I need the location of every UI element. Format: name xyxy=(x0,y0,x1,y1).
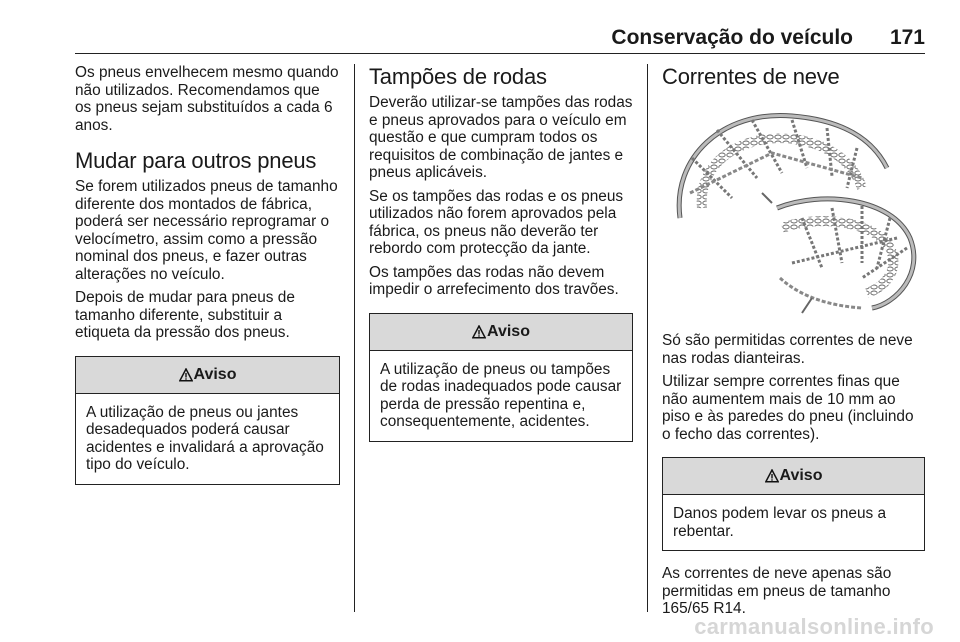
page-title: Conservação do veículo xyxy=(611,26,853,49)
section-heading: Tampões de rodas xyxy=(369,64,547,89)
header-rule xyxy=(75,53,925,54)
paragraph: Os pneus envelhecem mesmo quando não utilizados. Recomendamos que os pneus sejam substituídos a cada 6 anos. xyxy=(75,64,339,134)
warning-text: A utilização de pneus ou jantes desadequados poderá causar acidentes e invalidará a aprovação tipo do veículo. xyxy=(86,403,324,473)
warning-label: Aviso xyxy=(779,467,823,484)
column-1 xyxy=(75,64,340,499)
page-number: 171 xyxy=(889,26,925,49)
section-heading: Correntes de neve xyxy=(662,64,840,89)
column-2 xyxy=(369,64,633,456)
warning-label: Aviso xyxy=(487,322,530,340)
warning-triangle-icon xyxy=(472,325,486,339)
page-header xyxy=(75,26,925,52)
warning-box xyxy=(369,313,633,442)
paragraph: As correntes de neve apenas são permitidas em pneus de tamanho 165/65 R14. xyxy=(662,565,892,617)
warning-header xyxy=(370,314,632,351)
warning-text: A utilização de pneus ou tampões de rodas inadequados pode causar perda de pressão repentina e, consequentemente, acidentes. xyxy=(380,360,622,430)
paragraph: Só são permitidas correntes de neve nas rodas dianteiras. xyxy=(662,332,913,367)
paragraph: Depois de mudar para pneus de tamanho diferente, substituir a etiqueta da pressão dos pneus. xyxy=(75,289,295,341)
warning-box xyxy=(75,356,340,485)
paragraph: Deverão utilizar-se tampões das rodas e pneus aprovados para o veículo em questão e que cumpram todos os requisitos de combinação de jantes e pneus aplicáveis. xyxy=(369,94,633,181)
warning-triangle-icon xyxy=(765,469,779,483)
warning-header xyxy=(663,458,924,495)
paragraph: Utilizar sempre correntes finas que não aumentem mais de 10 mm ao piso e às paredes do pneu (incluindo o fecho das correntes). xyxy=(662,373,914,443)
snow-chains-illustration xyxy=(662,98,925,318)
column-divider xyxy=(354,64,355,612)
warning-header xyxy=(76,357,339,394)
warning-text: Danos podem levar os pneus a rebentar. xyxy=(673,505,887,540)
column-divider xyxy=(647,64,648,612)
warning-triangle-icon xyxy=(179,368,193,382)
paragraph: Se forem utilizados pneus de tamanho diferente dos montados de fábrica, poderá ser necessário reprogramar o velocímetro, assim como a pressão nominal dos pneus, e fazer outras alterações no veículo. xyxy=(75,178,338,283)
warning-label: Aviso xyxy=(193,365,237,383)
watermark-text[interactable]: carmanualsonline.info xyxy=(694,614,934,639)
warning-box xyxy=(662,457,925,551)
column-3 xyxy=(662,64,925,624)
section-heading: Mudar para outros pneus xyxy=(75,148,317,173)
paragraph: Os tampões das rodas não devem impedir o arrefecimento dos travões. xyxy=(369,263,619,298)
watermark-footer xyxy=(0,612,960,642)
paragraph: Se os tampões das rodas e os pneus utilizados não forem aprovados pela fábrica, os pneus não deverão ter rebordo com protecção da jante. xyxy=(369,187,624,257)
